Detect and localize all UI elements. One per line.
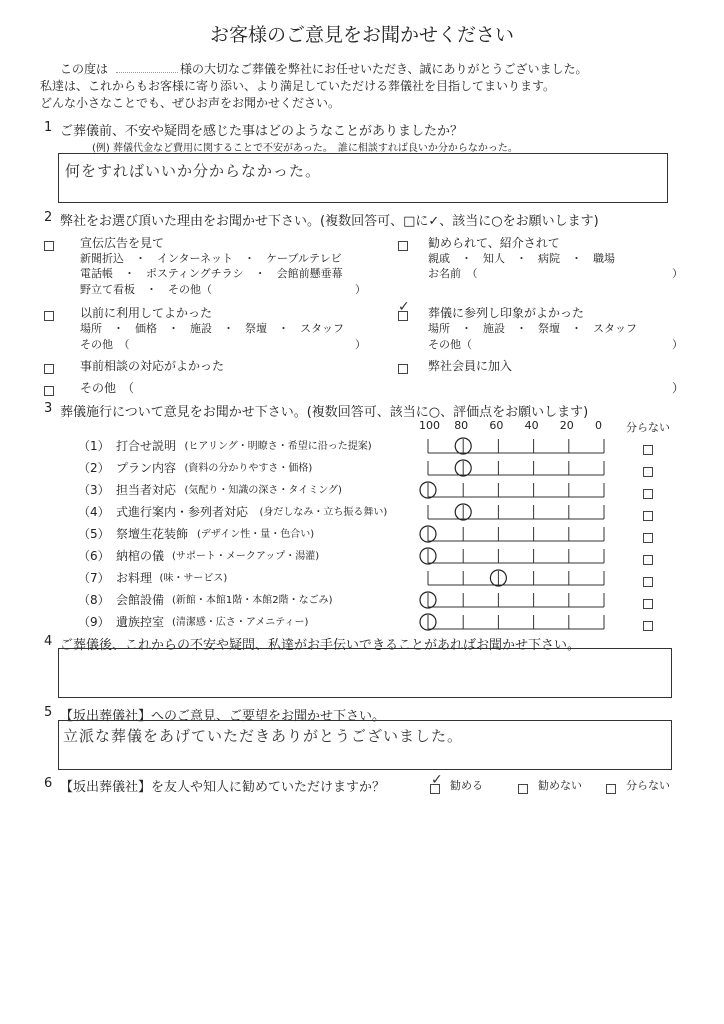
q3-item-detail: (ヒアリング・明瞭さ・希望に沿った提案) bbox=[184, 441, 372, 452]
q3-item-name: 式進行案内・参列者対応 bbox=[116, 505, 249, 519]
q6-opt2-label: 勧めない bbox=[538, 779, 582, 792]
q3-item-detail: (資料の分かりやすさ・価格) bbox=[184, 463, 313, 474]
q5-answer-box[interactable] bbox=[58, 720, 672, 770]
q2-b1-line2: お名前 （ bbox=[428, 267, 478, 280]
q2-b2-line1: 場所 ・ 施設 ・ 祭壇 ・ スタッフ bbox=[428, 322, 637, 335]
q3-item-name: 打合せ説明 bbox=[116, 439, 177, 453]
q2-a1-line2: 電話帳 ・ ポスティングチラシ ・ 会館前懸垂幕 bbox=[80, 267, 343, 280]
intro-line-2: 私達は、これからもお客様に寄り添い、より満足していただける葬儀社を目指してまいります。 bbox=[40, 79, 556, 93]
q3-item-number: （5） bbox=[78, 527, 110, 541]
q2-a1-line1: 新聞折込 ・ インターネット ・ ケーブルテレビ bbox=[80, 252, 342, 265]
q6-number: 6 bbox=[44, 776, 53, 791]
q3-text: 葬儀施行について意見をお聞かせ下さい。(複数回答可、該当に○、評価点をお願いします) bbox=[60, 405, 589, 420]
q6-text: 【坂出葬儀社】を友人や知人に勧めていただけますか？ bbox=[60, 780, 386, 795]
q3-item-name: 担当者対応 bbox=[116, 483, 177, 497]
q2-a2-line1: 場所 ・ 価格 ・ 施設 ・ 祭壇 ・ スタッフ bbox=[80, 322, 344, 335]
q3-item-number: （4） bbox=[78, 505, 110, 519]
intro-line-1a: この度は bbox=[60, 62, 109, 76]
q3-item-detail: (サポート・メークアップ・湯灌) bbox=[172, 551, 320, 562]
q2-b1-title: 勧められて、紹介されて bbox=[428, 236, 560, 250]
unknown-label: 分らない bbox=[626, 421, 670, 434]
q3-number: 3 bbox=[44, 401, 53, 416]
q3-item-number: （7） bbox=[78, 571, 110, 585]
q3-item-number: （8） bbox=[78, 593, 110, 607]
q3-item-number: （2） bbox=[78, 461, 110, 475]
q2-b3-title: 弊社会員に加入 bbox=[428, 359, 513, 373]
q1-number: 1 bbox=[44, 120, 53, 135]
page-title: お客様のご意見をお聞かせください bbox=[209, 24, 514, 46]
q3-item-number: （3） bbox=[78, 483, 110, 497]
q3-item-name: 納棺の儀 bbox=[116, 549, 165, 563]
q2-b1-close: ） bbox=[672, 267, 683, 280]
q3-item-number: （6） bbox=[78, 549, 110, 563]
q6-opt3-label: 分らない bbox=[626, 779, 670, 792]
q2-a1-title: 宣伝広告を見て bbox=[80, 236, 165, 250]
q4-text: ご葬儀後、これからの不安や疑問、私達がお手伝いできることがあればお聞かせ下さい。 bbox=[60, 638, 581, 653]
q1-example: (例) 葬儀代金など費用に関することで不安があった。 誰に相談すれば良いか分からなかった。 bbox=[92, 143, 518, 154]
q2-a3-title: 事前相談の対応がよかった bbox=[80, 359, 225, 373]
intro-line-3: どんな小さなことでも、ぜひお声をお聞かせください。 bbox=[40, 96, 341, 110]
q2-a4-title: その他 （ bbox=[80, 381, 135, 395]
q3-item-name: 会館設備 bbox=[116, 593, 165, 607]
q2-a4-close: ） bbox=[672, 381, 685, 395]
q2-a2-line2: その他 （ bbox=[80, 338, 130, 351]
scale-label: 40 bbox=[524, 419, 539, 432]
q3-item-detail: (清潔感・広さ・アメニティー) bbox=[172, 617, 309, 628]
q2-a2-close: ） bbox=[355, 338, 366, 351]
scale-label: 60 bbox=[489, 419, 504, 432]
q3-item-name: プラン内容 bbox=[116, 461, 177, 475]
q3-item-name: 祭壇生花装飾 bbox=[116, 527, 189, 541]
q2-b2-line2: その他（ bbox=[428, 338, 472, 351]
q2-number: 2 bbox=[44, 210, 53, 225]
q3-item-detail: (味・サービス) bbox=[159, 573, 228, 584]
q2-b2-close: ） bbox=[672, 338, 683, 351]
q2-a2-title: 以前に利用してよかった bbox=[80, 306, 213, 320]
q3-item-detail: (身だしなみ・立ち振る舞い) bbox=[259, 507, 388, 518]
q3-item-number: （9） bbox=[78, 615, 110, 629]
q5-number: 5 bbox=[44, 705, 53, 720]
q4-number: 4 bbox=[44, 634, 53, 649]
q5-text: 【坂出葬儀社】へのご意見、ご要望をお聞かせ下さい。 bbox=[60, 709, 386, 724]
q1-answer: 何をすればいいか分からなかった。 bbox=[65, 162, 322, 180]
q6-opt1-label: 勧める bbox=[450, 779, 483, 792]
q6-opt3-checkbox[interactable] bbox=[606, 778, 616, 797]
scale-label: 100 bbox=[419, 419, 440, 432]
intro-line-1b: 様の大切なご葬儀を弊社にお任せいただき、誠にありがとうございました。 bbox=[180, 62, 588, 76]
q2-b1-line1: 親戚 ・ 知人 ・ 病院 ・ 職場 bbox=[428, 252, 615, 265]
q4-answer-box[interactable] bbox=[58, 648, 672, 698]
q6-opt1-check-icon: ✓ bbox=[431, 772, 443, 788]
q3-item-name: お料理 bbox=[116, 571, 153, 585]
q2-b2-check-icon: ✓ bbox=[398, 299, 410, 315]
q2-b2-title: 葬儀に参列し印象がよかった bbox=[428, 306, 585, 320]
q3-item-number: （1） bbox=[78, 439, 110, 453]
q2-a1-close: ） bbox=[355, 283, 366, 296]
scale-label: 0 bbox=[595, 419, 602, 432]
scale-label: 80 bbox=[454, 419, 469, 432]
q1-text: ご葬儀前、不安や疑問を感じた事はどのようなことがありましたか？ bbox=[60, 124, 464, 139]
q3-item-detail: (デザイン性・量・色合い) bbox=[197, 529, 315, 540]
scale-label: 20 bbox=[559, 419, 574, 432]
q5-answer: 立派な葬儀をあげていただきありがとうございました。 bbox=[63, 727, 464, 745]
q3-item-detail: (新館・本館1階・本館2階・なごみ) bbox=[172, 595, 333, 606]
q6-opt2-checkbox[interactable] bbox=[518, 778, 528, 797]
q2-text: 弊社をお選び頂いた理由をお聞かせ下さい。(複数回答可、□に✓、該当に○をお願いします) bbox=[60, 214, 599, 229]
q3-item-name: 遺族控室 bbox=[116, 615, 165, 629]
q3-item-detail: (気配り・知識の深さ・タイミング) bbox=[184, 485, 342, 496]
q2-a1-line3: 野立て看板 ・ その他（ bbox=[80, 283, 212, 296]
